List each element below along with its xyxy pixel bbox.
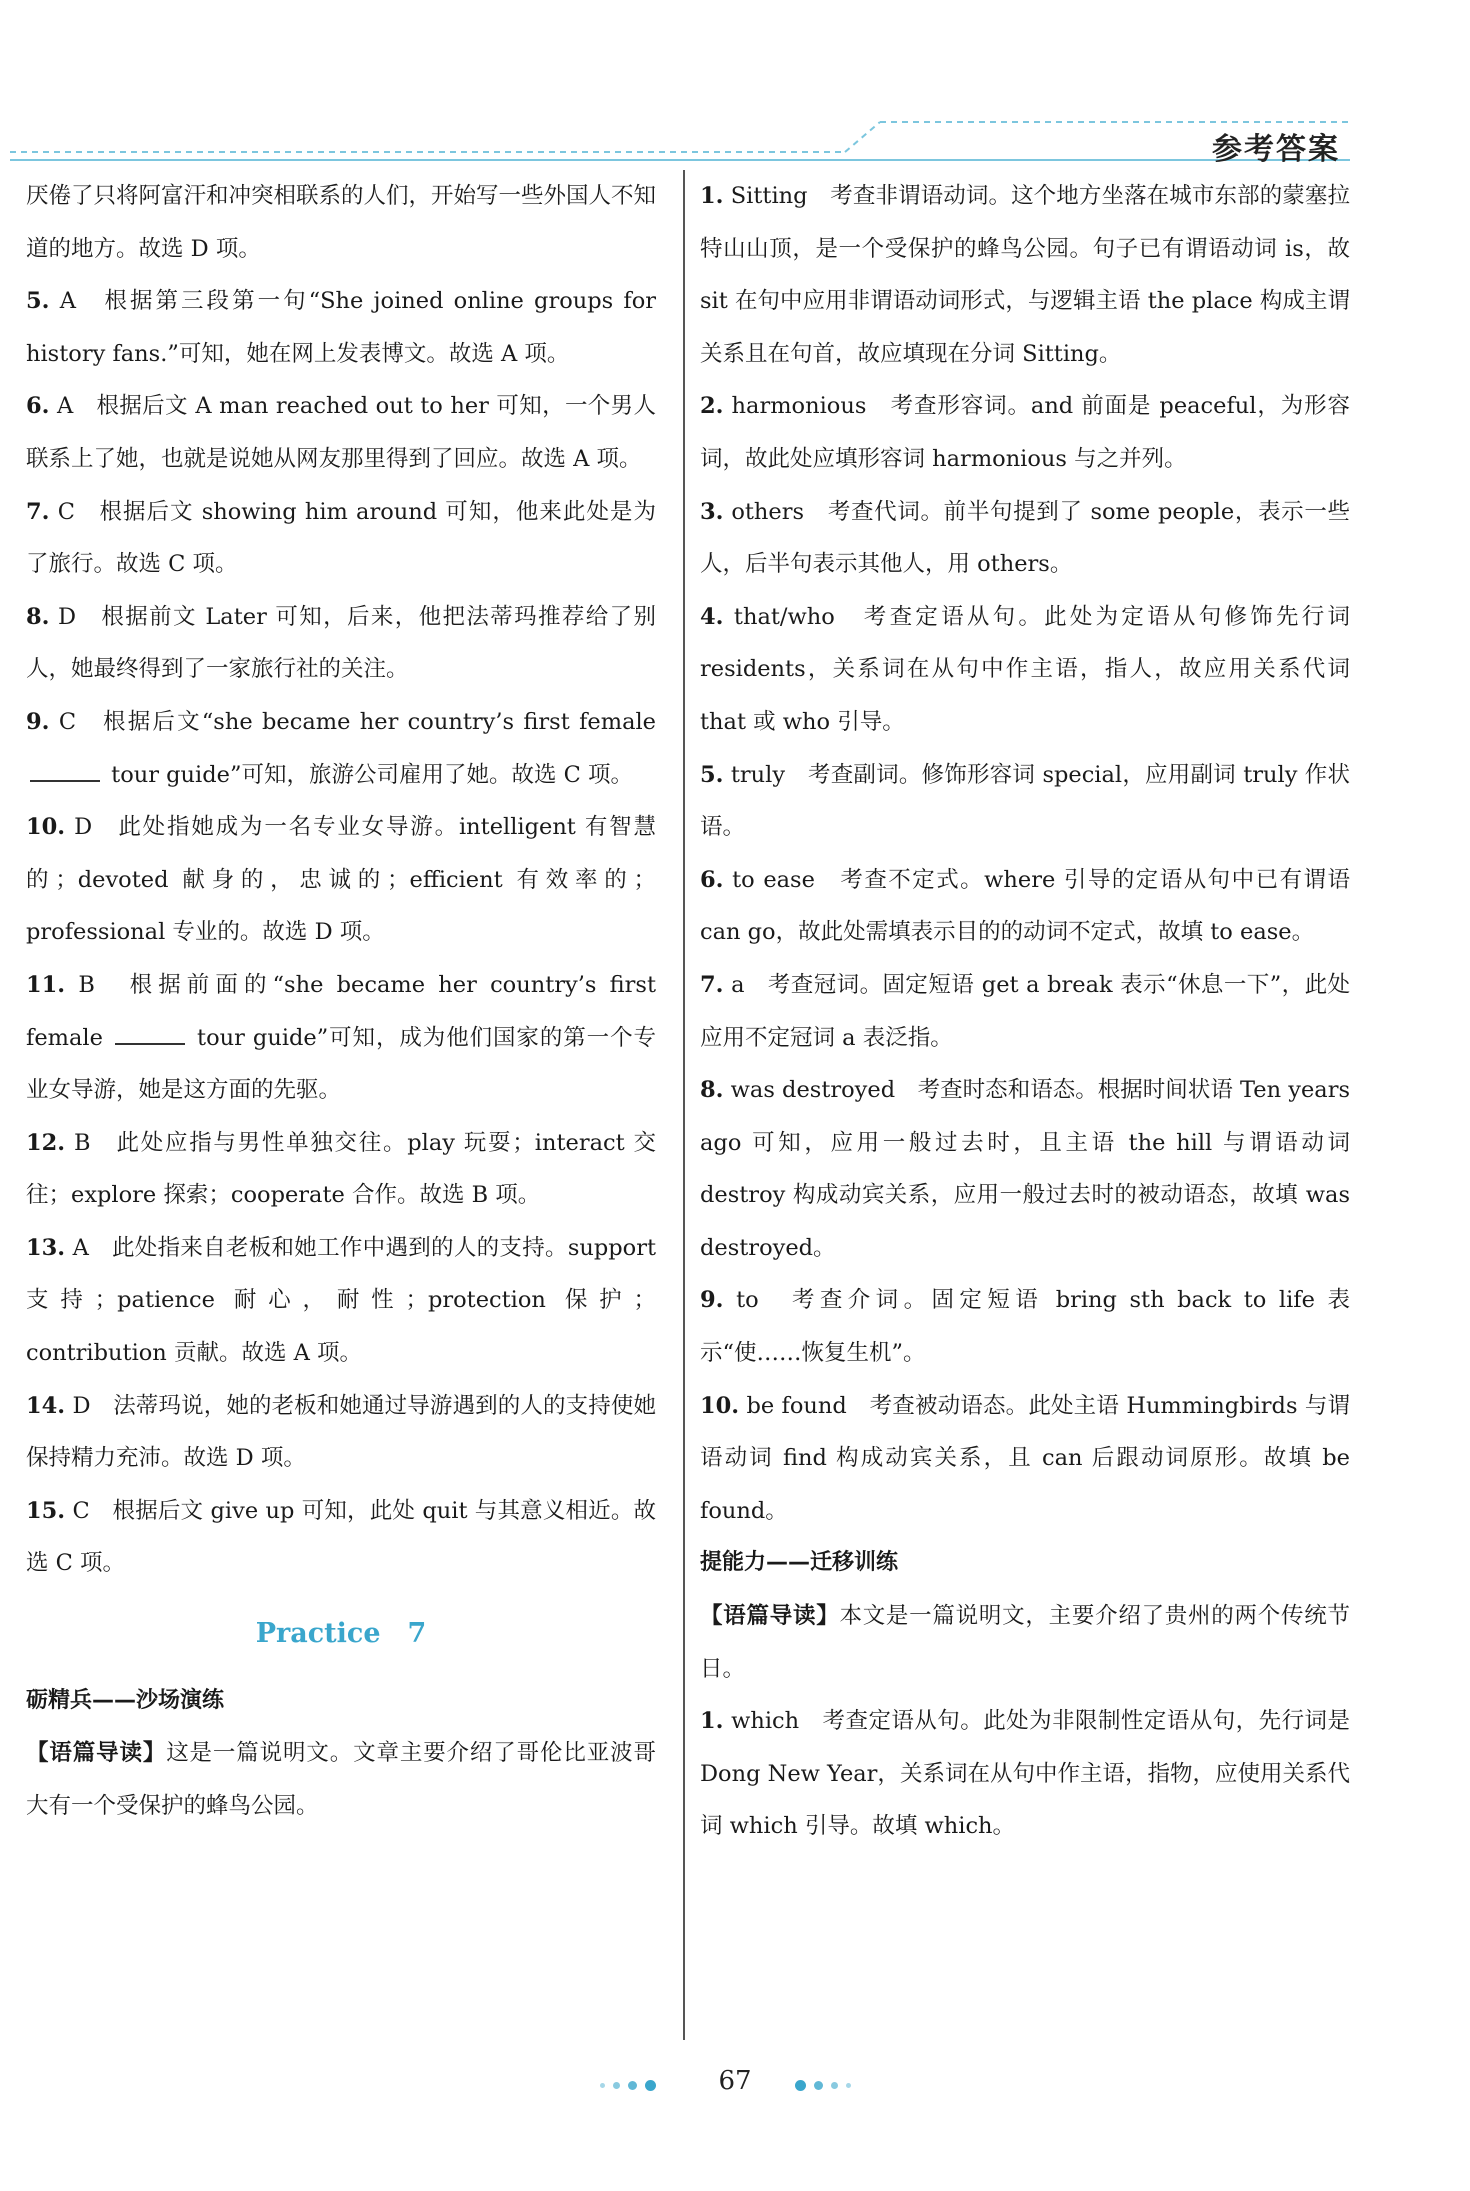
- answer-item-5: 5. A 根据第三段第一句“She joined online groups for history fans.”可知，她在网上发表博文。故选 A 项。: [26, 288, 656, 367]
- answer-item-6: 6. A 根据后文 A man reached out to her 可知，一个男人联系上了她，也就是说她从网友那里得到了回应。故选 A 项。: [26, 393, 656, 472]
- passage-guide: 【语篇导读】本文是一篇说明文，主要介绍了贵州的两个传统节日。: [700, 1603, 1350, 1682]
- page-number: 67: [718, 2066, 752, 2096]
- answer-item-4: 4. that/who 考查定语从句。此处为定语从句修饰先行词 residents，关系词在从句中作主语，指人，故应用关系代词 that 或 who 引导。: [700, 603, 1350, 735]
- blank-line: [115, 1021, 185, 1045]
- answer-item-11: 11. B 根据前面的“she became her country’s first female tour guide”可知，成为他们国家的第一个专业女导游，她是这方面的先驱。: [26, 971, 656, 1104]
- answer-item-6: 6. to ease 考查不定式。where 引导的定语从句中已有谓语 can go，故此处需填表示目的的动词不定式，故填 to ease。: [700, 866, 1351, 946]
- section-heading: 砺精兵——沙场演练: [26, 1687, 225, 1713]
- answer-item-1: 1. which 考查定语从句。此处为非限制性定语从句，先行词是 Dong New Year，关系词在从句中作主语，指物，应使用关系代词 which 引导。故填 which。: [700, 1708, 1350, 1840]
- answer-item-continued: 厌倦了只将阿富汗和冲突相联系的人们，开始写一些外国人不知道的地方。故选 D 项。: [26, 183, 657, 262]
- answer-item-3: 3. others 考查代词。前半句提到了 some people，表示一些人，后半句表示其他人，用 others。: [700, 498, 1350, 578]
- footer-dots-left: [600, 2080, 656, 2091]
- left-column: [26, 170, 656, 1832]
- practice-title: Practice 7: [255, 1618, 427, 1650]
- answer-item-8: 8. was destroyed 考查时态和语态。根据时间状语 Ten years ago 可知，应用一般过去时，且主语 the hill 与谓语动词 destroy 构成动宾关系，应用一般过去时的被动语态，故填 was destroyed。: [700, 1077, 1350, 1261]
- passage-guide: 【语篇导读】这是一篇说明文。文章主要介绍了哥伦比亚波哥大有一个受保护的蜂鸟公园。: [26, 1740, 656, 1819]
- answer-item-7: 7. C 根据后文 showing him around 可知，他来此处是为了旅行。故选 C 项。: [26, 498, 656, 578]
- blank-line: [30, 758, 100, 782]
- answer-item-9: 9. to 考查介词。固定短语 bring sth back to life 表示“使……恢复生机”。: [700, 1287, 1350, 1367]
- answer-item-2: 2. harmonious 考查形容词。and 前面是 peaceful，为形容词，故此处应填形容词 harmonious 与之并列。: [700, 393, 1351, 472]
- answer-item-13: 13. A 此处指来自老板和她工作中遇到的人的支持。support 支持；patience 耐心，耐性；protection 保护；contribution 贡献。故选 A 项。: [26, 1234, 657, 1367]
- right-column: [700, 170, 1350, 1853]
- answer-item-1: 1. Sitting 考查非谓语动词。这个地方坐落在城市东部的蒙塞拉特山山顶，是一个受保护的蜂鸟公园。句子已有谓语动词 is，故 sit 在句中应用非谓语动词形式，与逻辑主语 the place 构成主谓关系且在句首，故应填现在分词 Sitting。: [700, 183, 1350, 367]
- answer-item-5: 5. truly 考查副词。修饰形容词 special，应用副词 truly 作状语。: [700, 761, 1350, 841]
- header-title: 参考答案: [1212, 132, 1340, 167]
- page-header: [0, 0, 1470, 170]
- section-heading: 提能力——迁移训练: [700, 1550, 899, 1576]
- answer-item-8: 8. D 根据前文 Later 可知，后来，他把法蒂玛推荐给了别人，她最终得到了一家旅行社的关注。: [26, 603, 656, 683]
- answer-item-12: 12. B 此处应指与男性单独交往。play 玩耍；interact 交往；explore 探索；cooperate 合作。故选 B 项。: [26, 1129, 657, 1209]
- answer-item-10: 10. be found 考查被动语态。此处主语 Hummingbirds 与谓语动词 find 构成动宾关系，且 can 后跟动词原形。故填 be found。: [700, 1392, 1350, 1524]
- column-divider: [683, 170, 685, 2040]
- answer-item-10: 10. D 此处指她成为一名专业女导游。intelligent 有智慧的；devoted 献身的，忠诚的；efficient 有效率的；professional 专业的。故选 D 项。: [26, 814, 656, 946]
- answer-item-7: 7. a 考查冠词。固定短语 get a break 表示“休息一下”，此处应用不定冠词 a 表泛指。: [700, 971, 1351, 1051]
- footer-dots-right: [795, 2080, 851, 2091]
- answer-item-9: 9. C 根据后文“she became her country’s first female tour guide”可知，旅游公司雇用了她。故选 C 项。: [26, 708, 656, 788]
- answer-item-14: 14. D 法蒂玛说，她的老板和她通过导游遇到的人的支持使她保持精力充沛。故选 D 项。: [26, 1392, 656, 1472]
- answer-item-15: 15. C 根据后文 give up 可知，此处 quit 与其意义相近。故选 C 项。: [26, 1497, 656, 1577]
